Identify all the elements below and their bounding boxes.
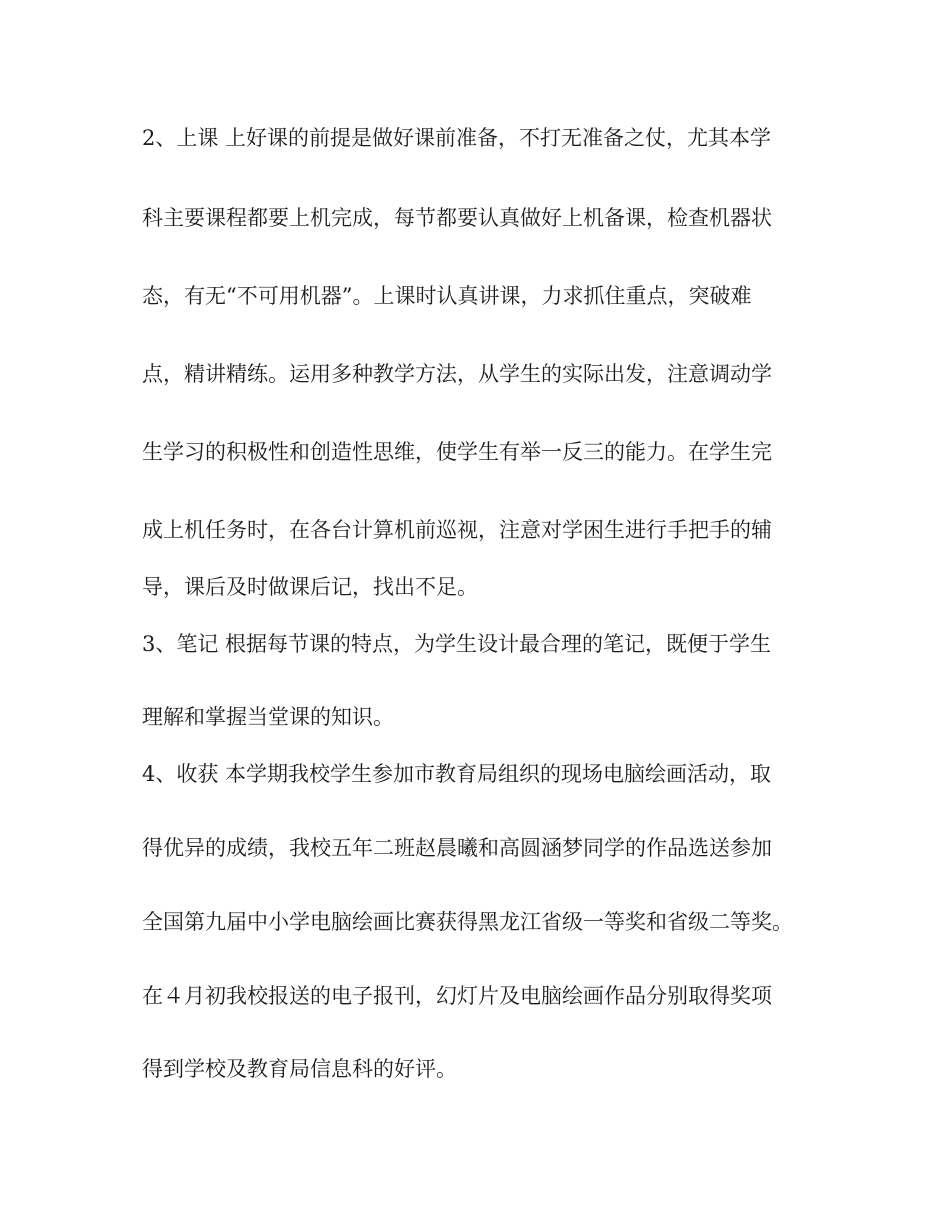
- text-line: 理解和掌握当堂课的知识。: [142, 705, 394, 729]
- text-line: 3、笔记 根据每节课的特点，为学生设计最合理的笔记，既便于学生: [142, 632, 772, 656]
- text-line: 得优异的成绩，我校五年二班赵晨曦和高圆涵梦同学的作品选送参加: [142, 836, 772, 860]
- text-line: 4、收获 本学期我校学生参加市教育局组织的现场电脑绘画活动，取: [142, 762, 772, 786]
- text-line: 2、上课 上好课的前提是做好课前准备，不打无准备之仗，尤其本学: [142, 126, 772, 150]
- text-line: 全国第九届中小学电脑绘画比赛获得黑龙江省级一等奖和省级二等奖。: [142, 910, 793, 934]
- text-line: 导，课后及时做课后记，找出不足。: [142, 575, 478, 599]
- text-line: 得到学校及教育局信息科的好评。: [142, 1057, 457, 1081]
- text-line: 科主要课程都要上机完成，每节都要认真做好上机备课，检查机器状: [142, 206, 772, 230]
- text-line: 点，精讲精练。运用多种教学方法，从学生的实际出发，注意调动学: [142, 362, 772, 386]
- text-line: 态，有无“不可用机器”。上课时认真讲课，力求抓住重点，突破难: [142, 284, 752, 308]
- text-line: 在４月初我校报送的电子报刊，幻灯片及电脑绘画作品分别取得奖项: [142, 984, 772, 1008]
- text-line: 生学习的积极性和创造性思维，使学生有举一反三的能力。在学生完: [142, 440, 772, 464]
- text-line: 成上机任务时，在各台计算机前巡视，注意对学困生进行手把手的辅: [142, 518, 772, 542]
